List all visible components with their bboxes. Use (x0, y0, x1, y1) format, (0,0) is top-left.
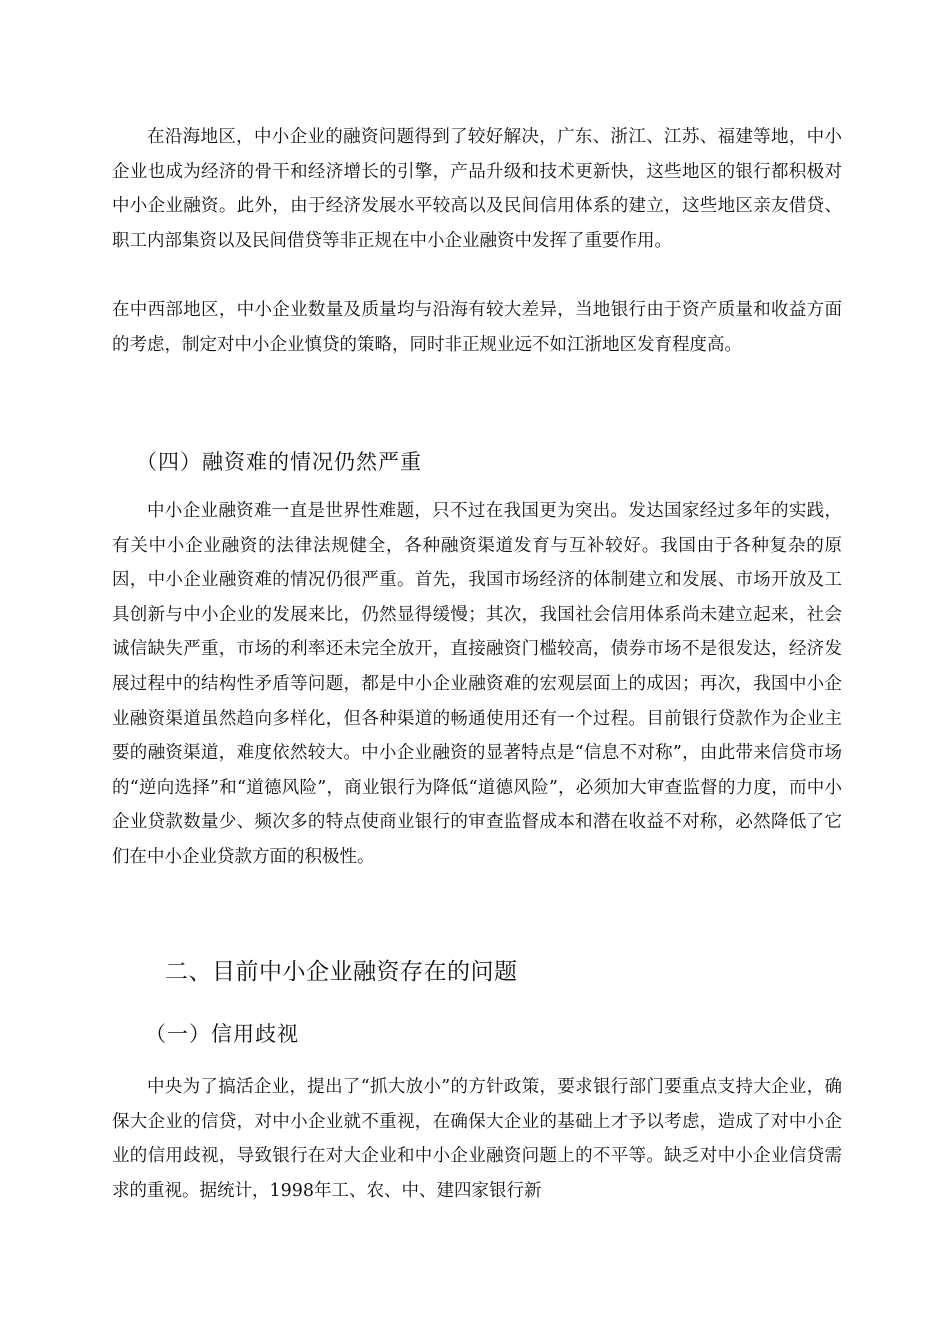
chapter-heading-existing-problems: 二、目前中小企业融资存在的问题 (165, 959, 518, 985)
section-heading-financing-difficulty: （四）融资难的情况仍然严重 (136, 450, 422, 474)
paragraph-coastal-regions: 在沿海地区，中小企业的融资问题得到了较好解决，广东、浙江、江苏、福建等地，中小企业也成为经济的骨干和经济增长的引擎，产品升级和技术更新快，这些地区的银行都积极对中小企业融资。此外，由于经济发展水平较高以及民间信用体系的建立，这些地区亲友借贷、职工内部集资以及民间借贷等非正规在中小企业融资中发挥了重要作用。 (112, 127, 842, 251)
paragraph-financing-difficulty: 中小企业融资难一直是世界性难题，只不过在我国更为突出。发达国家经过多年的实践，有关中小企业融资的法律法规健全，各种融资渠道发育与互补较好。我国由于各种复杂的原因，中小企业融资难的情况仍很严重。首先，我国市场经济的体制建立和发展、市场开放及工具创新与中小企业的发展来比，仍然显得缓慢；其次，我国社会信用体系尚未建立起来，社会诚信缺失严重，市场的利率还未完全放开，直接融资门槛较高，债券市场不是很发达，经济发展过程中的结构性矛盾等问题，都是中小企业融资难的宏观层面上的成因；再次，我国中小企业融资渠道虽然趋向多样化，但各种渠道的畅通使用还有一个过程。目前银行贷款作为企业主要的融资渠道，难度依然较大。中小企业融资的显著特点是“信息不对称”，由此带来信贷市场的“逆向选择”和“道德风险”，商业银行为降低“道德风险”，必须加大审查监督的力度，而中小企业贷款数量少、频次多的特点使商业银行的审查监督成本和潜在收益不对称，必然降低了它们在中小企业贷款方面的积极性。 (112, 501, 842, 867)
paragraph-credit-discrimination: 中央为了搞活企业，提出了“抓大放小”的方针政策，要求银行部门要重点支持大企业，确保大企业的信贷，对中小企业就不重视，在确保大企业的基础上才予以考虑，造成了对中小企业的信用歧视，导致银行在对大企业和中小企业融资问题上的不平等。缺乏对中小企业信贷需求的重视。据统计，1998年工、农、中、建四家银行新 (112, 1077, 842, 1201)
section-heading-credit-discrimination: （一）信用歧视 (145, 1022, 299, 1046)
paragraph-central-western-regions: 在中西部地区，中小企业数量及质量均与沿海有较大差异，当地银行由于资产质量和收益方面的考虑，制定对中小企业慎贷的策略，同时非正规业远不如江浙地区发育程度高。 (112, 300, 842, 355)
